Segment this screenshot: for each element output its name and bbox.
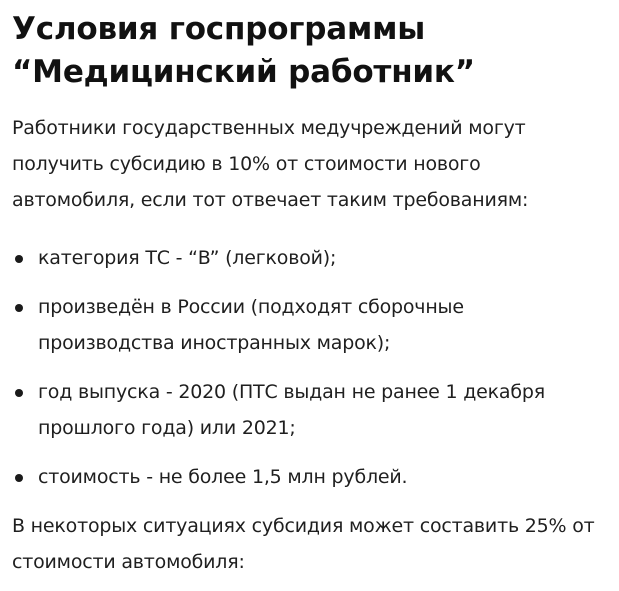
outro-line-2: стоимости автомобиля: (12, 551, 245, 573)
list-item-text: категория ТС - “B” (легковой); (38, 247, 337, 269)
list-item-text: прошлого года) или 2021; (38, 417, 296, 439)
page-title (12, 8, 612, 94)
intro-line-3: автомобиля, если тот отвечает таким требованиям: (12, 189, 529, 211)
bullet-dot-icon (15, 389, 23, 397)
list-item (12, 374, 612, 446)
list-item-text: год выпуска - 2020 (ПТС выдан не ранее 1 декабря (38, 381, 545, 403)
outro-paragraph (12, 508, 612, 580)
intro-paragraph (12, 110, 612, 218)
requirements-list (12, 240, 612, 495)
list-item (12, 289, 612, 361)
intro-line-1: Работники государственных медучреждений могут (12, 117, 526, 139)
list-item-text: производства иностранных марок); (38, 332, 391, 354)
list-item (12, 240, 612, 276)
list-item-text: стоимость - не более 1,5 млн рублей. (38, 466, 408, 488)
bullet-dot-icon (15, 255, 23, 263)
article (12, 0, 612, 580)
outro-line-1: В некоторых ситуациях субсидия может составить 25% от (12, 515, 595, 537)
bullet-dot-icon (15, 474, 23, 482)
title-line-1: Условия госпрограммы (12, 11, 426, 47)
bullet-dot-icon (15, 304, 23, 312)
list-item-text: произведён в России (подходят сборочные (38, 296, 464, 318)
intro-line-2: получить субсидию в 10% от стоимости нового (12, 153, 481, 175)
title-line-2: “Медицинский работник” (12, 54, 475, 90)
list-item (12, 459, 612, 495)
